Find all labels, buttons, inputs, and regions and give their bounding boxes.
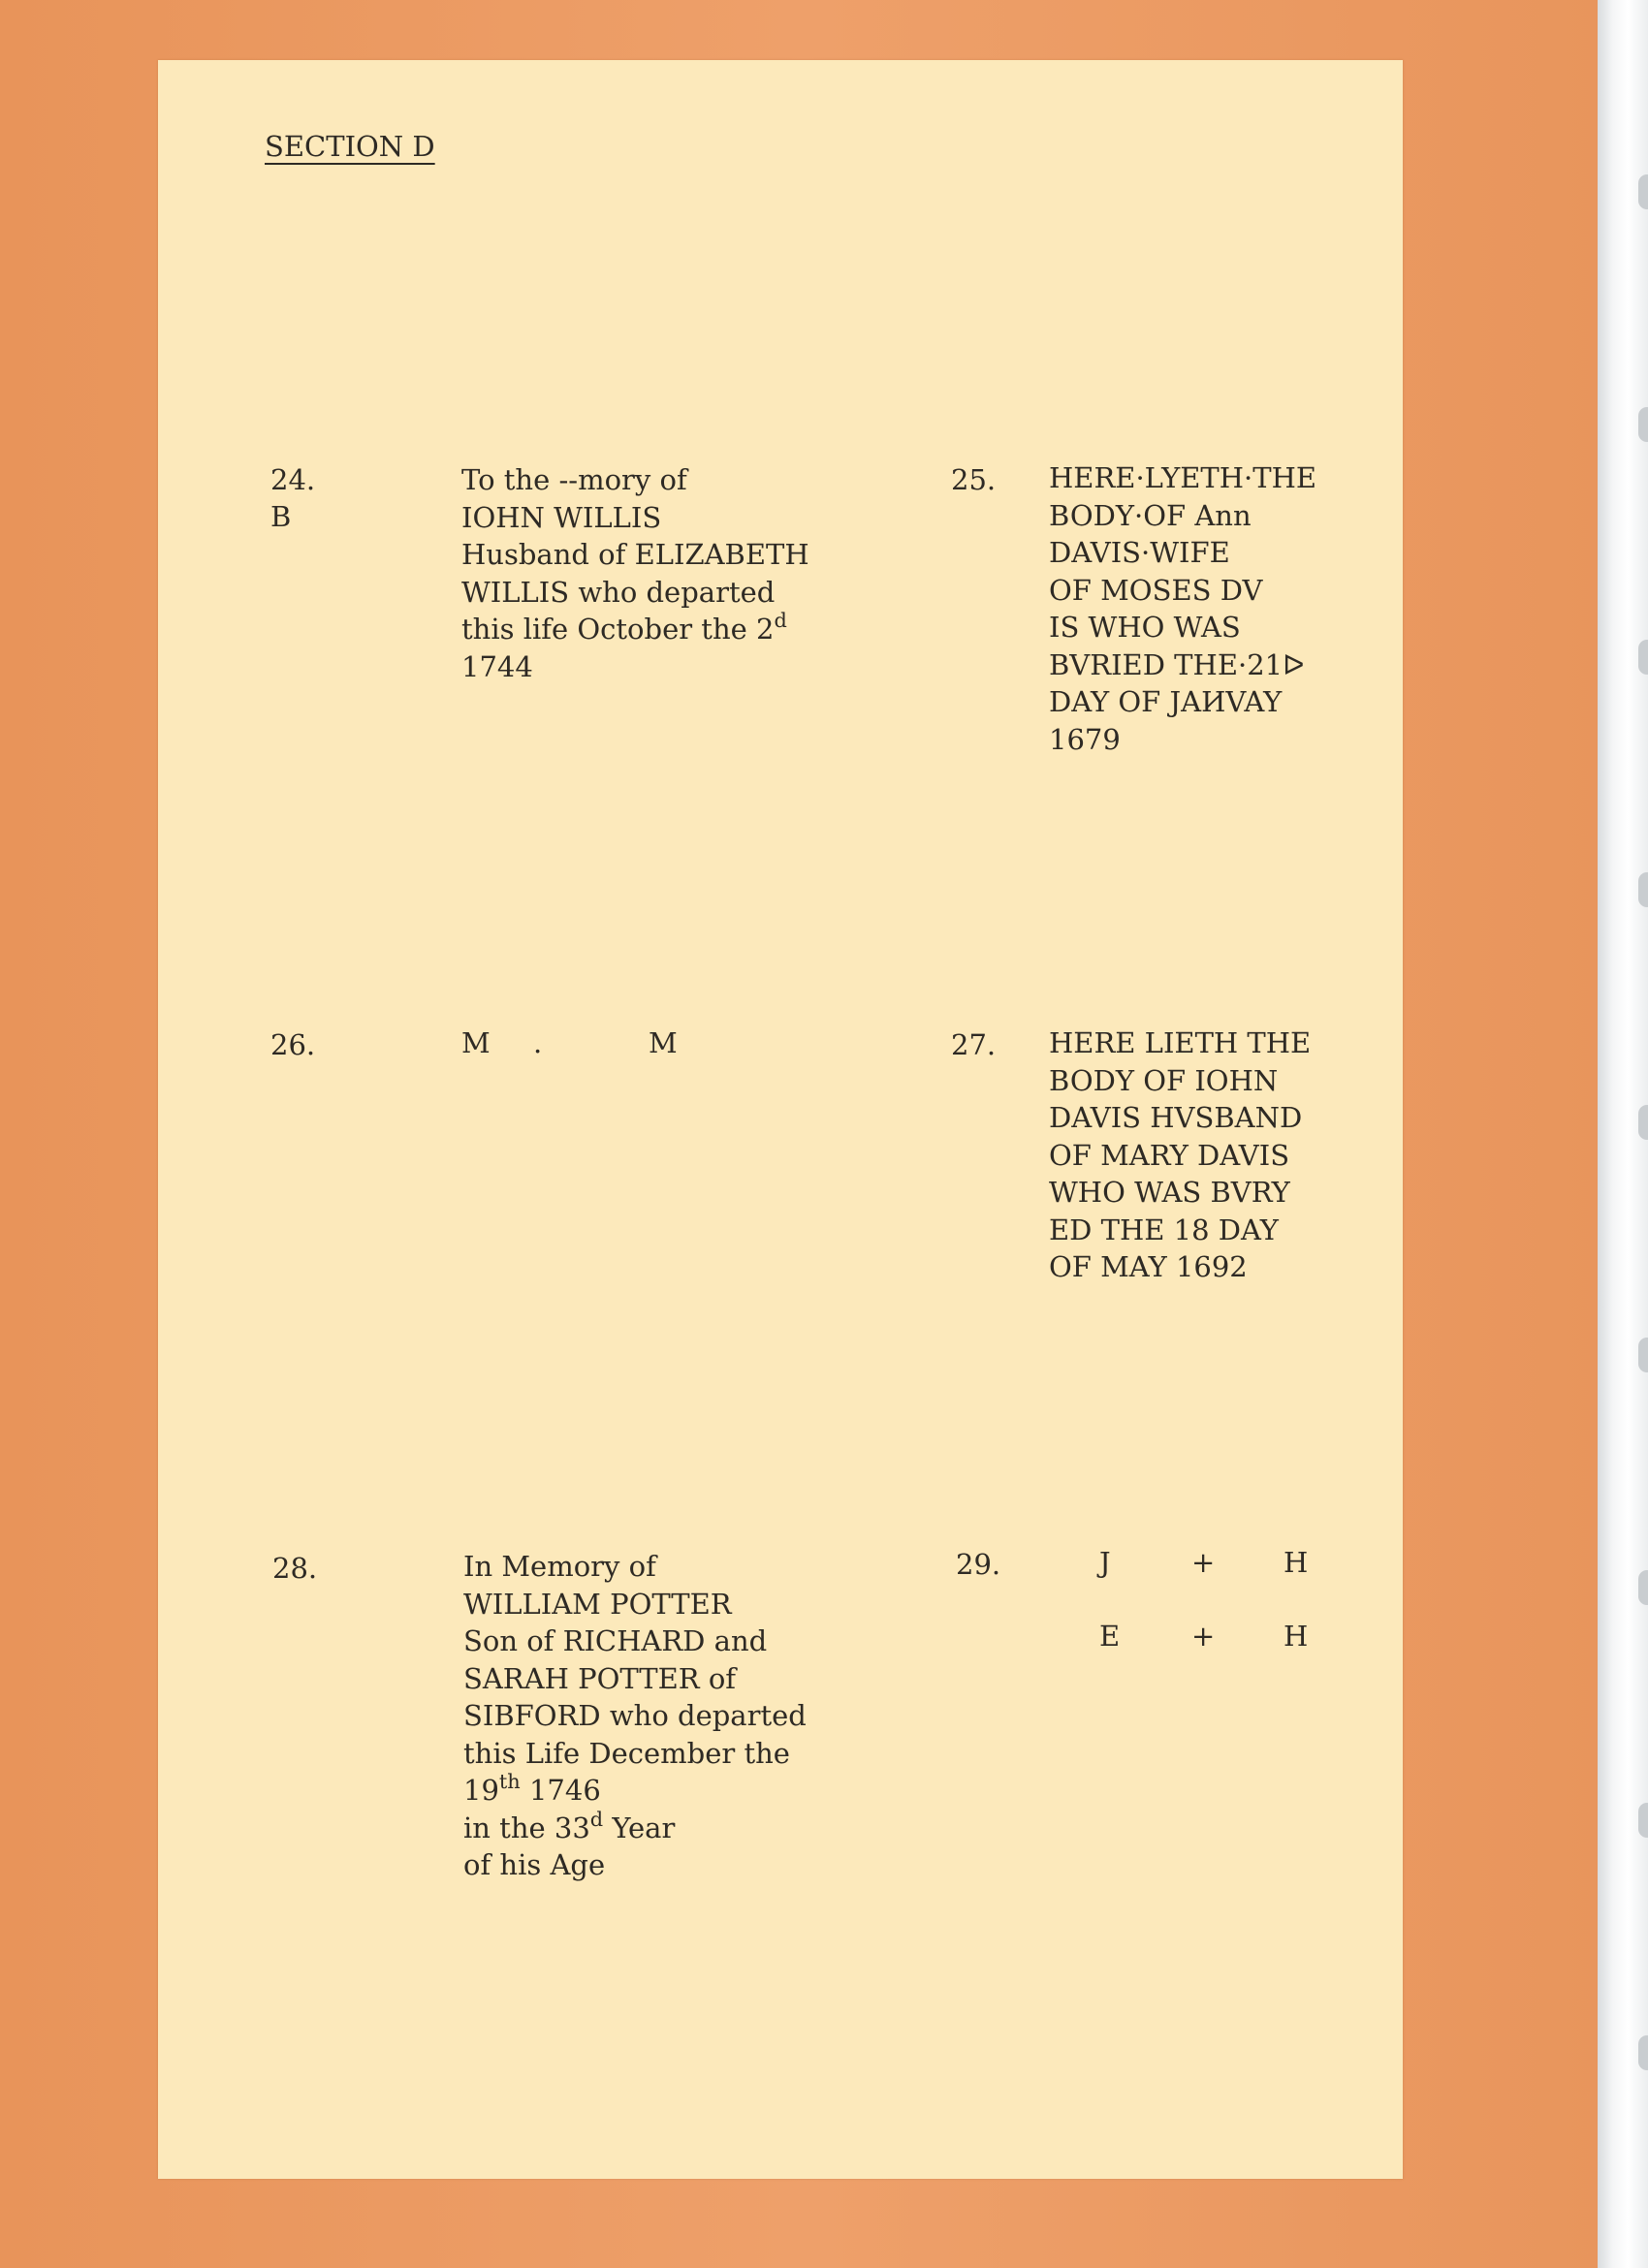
- age-pre: in the 33: [463, 1811, 590, 1844]
- inscription-line: To the --mory of: [461, 463, 687, 496]
- initial: H: [1284, 1546, 1309, 1579]
- inscription-line: HERE LIETH THE: [1049, 1026, 1312, 1059]
- entry-number-24: 24.: [270, 463, 316, 496]
- ordinal-sup: d: [589, 1807, 604, 1831]
- punch-hole: [1638, 872, 1648, 907]
- ordinal-sup: d: [774, 609, 787, 633]
- document-page: [158, 60, 1403, 2179]
- punch-hole: [1638, 640, 1648, 675]
- inscription-date-line: [463, 1772, 807, 1810]
- inscription-line: 1744: [461, 649, 533, 683]
- inscription-25: [1049, 459, 1316, 758]
- initial: M: [649, 1026, 678, 1059]
- entry-number-26: 26.: [270, 1028, 316, 1061]
- inscription-line: WHO WAS BVRY: [1049, 1176, 1290, 1209]
- inscription-line: BODY OF IOHN: [1049, 1063, 1279, 1097]
- punch-hole: [1638, 1803, 1648, 1838]
- initial-separator: .: [533, 1026, 543, 1059]
- entry-number-27: 27.: [951, 1028, 997, 1061]
- inscription-line: OF MARY DAVIS: [1049, 1138, 1290, 1172]
- initial: M: [461, 1026, 491, 1059]
- inscription-line: OF MOSES DV: [1049, 573, 1263, 607]
- inscription-line: DAVIS·WIFE: [1049, 536, 1230, 569]
- inscription-24: [461, 461, 809, 685]
- entry-sub-24: B: [270, 500, 292, 533]
- punch-hole: [1638, 407, 1648, 442]
- entry-number-28: 28.: [272, 1552, 318, 1585]
- initial-separator: +: [1191, 1620, 1216, 1653]
- age-post: Year: [603, 1811, 676, 1844]
- inscription-line-with-sup: [461, 611, 809, 648]
- inscription-line: BODY·OF Ann: [1049, 498, 1252, 532]
- inscription-line: Husband of ELIZABETH: [461, 538, 809, 571]
- inscription-line: this life October the 2: [461, 613, 775, 646]
- inscription-line: 1679: [1049, 722, 1121, 756]
- inscription-line: OF MAY 1692: [1049, 1250, 1248, 1283]
- inscription-line: BVRIED THE·21ᐅ: [1049, 647, 1305, 681]
- inscription-28: [463, 1548, 807, 1884]
- punch-hole: [1638, 1105, 1648, 1140]
- initials-26: [461, 1026, 752, 1065]
- punch-hole: [1638, 1338, 1648, 1372]
- inscription-line: DAY OF JAИVAY: [1049, 685, 1283, 718]
- initial: J: [1099, 1546, 1111, 1579]
- inscription-age-line: [463, 1807, 807, 1847]
- inscription-line: SARAH POTTER of: [463, 1661, 737, 1695]
- punch-hole: [1638, 1570, 1648, 1605]
- inscription-line: HERE·LYETH·THE: [1049, 461, 1317, 494]
- inscription-line: IOHN WILLIS: [461, 500, 662, 534]
- inscription-line: WILLIAM POTTER: [463, 1587, 732, 1621]
- inscription-line: of his Age: [463, 1848, 606, 1881]
- inscription-line: IS WHO WAS: [1049, 611, 1241, 644]
- punch-hole: [1638, 174, 1648, 209]
- inscription-line: ED THE 18 DAY: [1049, 1213, 1279, 1246]
- inscription-line: Son of RICHARD and: [463, 1624, 768, 1657]
- inscription-line: this Life December the: [463, 1736, 790, 1770]
- section-title: SECTION D: [265, 130, 435, 163]
- ordinal-sup: th: [498, 1770, 521, 1794]
- initials-29-row1: [1099, 1546, 1487, 1585]
- date-day: 19: [463, 1774, 499, 1807]
- entry-number-25: 25.: [951, 463, 997, 496]
- initial: H: [1284, 1620, 1309, 1653]
- inscription-line: WILLIS who departed: [461, 575, 776, 609]
- inscription-27: [1049, 1024, 1311, 1286]
- inscription-line: SIBFORD who departed: [463, 1699, 807, 1732]
- entry-number-29: 29.: [956, 1548, 1001, 1581]
- initial-separator: +: [1191, 1546, 1216, 1579]
- initials-29-row2: [1099, 1620, 1487, 1658]
- date-year: 1746: [520, 1774, 601, 1807]
- inscription-line: DAVIS HVSBAND: [1049, 1101, 1303, 1134]
- punch-hole: [1638, 2035, 1648, 2070]
- inscription-line: In Memory of: [463, 1550, 656, 1583]
- initial: E: [1099, 1620, 1121, 1653]
